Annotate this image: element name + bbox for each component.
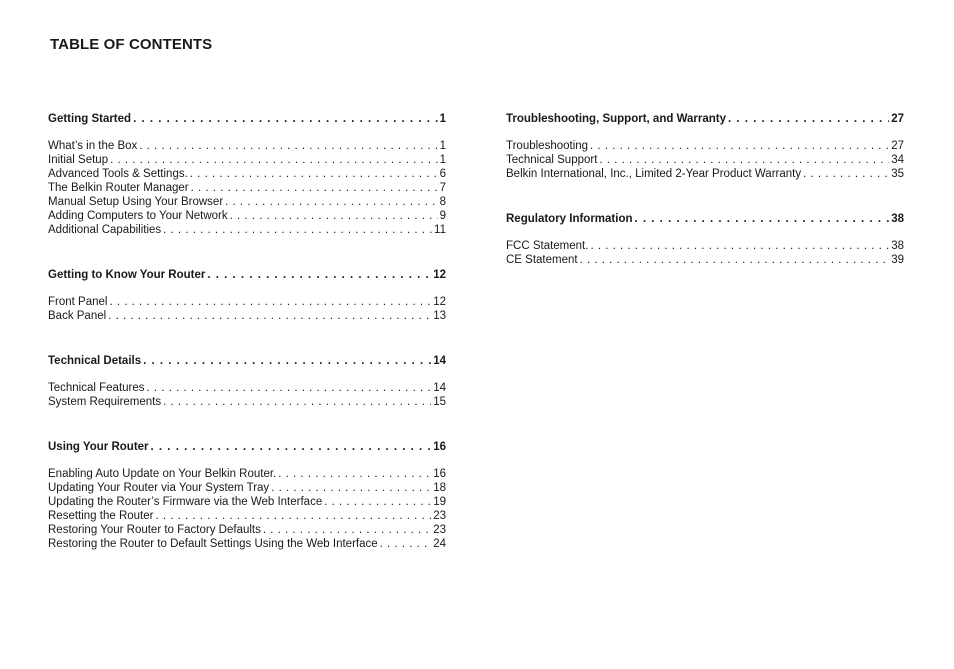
dot-leader	[324, 495, 431, 509]
toc-entry[interactable]	[48, 537, 446, 551]
toc-entry[interactable]	[506, 239, 904, 253]
toc-entry[interactable]	[506, 167, 904, 181]
dot-leader	[590, 239, 889, 253]
dot-leader	[190, 167, 438, 181]
toc-heading[interactable]	[506, 112, 904, 126]
toc-entry-page: 11	[434, 224, 446, 236]
toc-entry-label: Updating the Router’s Firmware via the Web Interface	[48, 496, 323, 508]
toc-heading-label: Technical Details	[48, 355, 142, 367]
toc-entry-label: Advanced Tools & Settings.	[48, 168, 188, 180]
dot-leader	[225, 195, 437, 209]
toc-entry-page: 1	[439, 140, 446, 152]
toc-entry[interactable]	[48, 167, 446, 181]
toc-entry-page: 18	[433, 482, 446, 494]
toc-entry[interactable]	[48, 181, 446, 195]
toc-entry-page: 34	[891, 154, 904, 166]
toc-entry-page: 14	[433, 382, 446, 394]
toc-heading-label: Troubleshooting, Support, and Warranty	[506, 113, 726, 125]
toc-entry-page: 23	[433, 510, 446, 522]
dot-leader	[635, 212, 890, 226]
toc-entry[interactable]	[48, 523, 446, 537]
toc-entry-page: 24	[433, 538, 446, 550]
toc-entry[interactable]	[48, 495, 446, 509]
toc-entry-label: Technical Features	[48, 382, 145, 394]
toc-entry-label: Technical Support	[506, 154, 598, 166]
toc-right-column	[506, 112, 904, 298]
toc-entry-label: Resetting the Router	[48, 510, 154, 522]
dot-leader	[278, 467, 431, 481]
toc-heading-page: 16	[433, 441, 446, 453]
toc-entry-label: Manual Setup Using Your Browser	[48, 196, 224, 208]
dot-leader	[143, 354, 431, 368]
dot-leader	[163, 223, 432, 237]
toc-entry[interactable]	[48, 195, 446, 209]
toc-entry-page: 9	[439, 210, 446, 222]
dot-leader	[599, 153, 889, 167]
toc-heading[interactable]	[48, 112, 446, 126]
toc-entry-label: The Belkin Router Manager	[48, 182, 189, 194]
toc-entry-page: 13	[433, 310, 446, 322]
toc-entry-label: FCC Statement.	[506, 240, 589, 252]
dot-leader	[380, 537, 432, 551]
toc-entry[interactable]	[506, 139, 904, 153]
toc-entry-page: 15	[433, 396, 446, 408]
toc-entry-page: 39	[891, 254, 904, 266]
dot-leader	[108, 309, 431, 323]
toc-entry-label: Updating Your Router via Your System Tray	[48, 482, 270, 494]
toc-entry[interactable]	[48, 295, 446, 309]
toc-heading[interactable]	[48, 354, 446, 368]
toc-entry-label: Back Panel	[48, 310, 107, 322]
toc-entry-page: 23	[433, 524, 446, 536]
dot-leader	[728, 112, 889, 126]
dot-leader	[151, 440, 432, 454]
toc-entry[interactable]	[48, 139, 446, 153]
dot-leader	[110, 153, 437, 167]
toc-entry-label: Adding Computers to Your Network	[48, 210, 228, 222]
toc-heading[interactable]	[506, 212, 904, 226]
toc-entry-page: 6	[439, 168, 446, 180]
toc-section-technical-details	[48, 354, 446, 409]
toc-section-regulatory	[506, 212, 904, 267]
toc-heading[interactable]	[48, 440, 446, 454]
toc-heading-page: 1	[439, 113, 446, 125]
toc-entry-label: CE Statement	[506, 254, 578, 266]
dot-leader	[271, 481, 431, 495]
toc-entry-label: System Requirements	[48, 396, 162, 408]
toc-heading-label: Regulatory Information	[506, 213, 633, 225]
toc-heading-page: 27	[891, 113, 904, 125]
toc-entry-page: 38	[891, 240, 904, 252]
toc-section-getting-to-know	[48, 268, 446, 323]
toc-heading-label: Getting Started	[48, 113, 132, 125]
dot-leader	[155, 509, 431, 523]
toc-left-column	[48, 112, 446, 582]
toc-entry[interactable]	[48, 481, 446, 495]
dot-leader	[803, 167, 889, 181]
toc-heading-page: 14	[433, 355, 446, 367]
toc-entry[interactable]	[506, 153, 904, 167]
toc-entry[interactable]	[48, 381, 446, 395]
toc-heading-label: Getting to Know Your Router	[48, 269, 206, 281]
toc-entry-page: 7	[439, 182, 446, 194]
page-title: TABLE OF CONTENTS	[50, 36, 213, 53]
dot-leader	[207, 268, 431, 282]
dot-leader	[109, 295, 431, 309]
toc-entry[interactable]	[506, 253, 904, 267]
dot-leader	[163, 395, 431, 409]
dot-leader	[230, 209, 438, 223]
toc-section-getting-started	[48, 112, 446, 237]
toc-entry-page: 12	[433, 296, 446, 308]
toc-entry-page: 1	[439, 154, 446, 166]
toc-entry-page: 27	[891, 140, 904, 152]
dot-leader	[133, 112, 438, 126]
toc-entry-page: 19	[433, 496, 446, 508]
toc-entry[interactable]	[48, 209, 446, 223]
toc-entry[interactable]	[48, 395, 446, 409]
dot-leader	[263, 523, 431, 537]
toc-entry[interactable]	[48, 153, 446, 167]
toc-entry-label: Initial Setup	[48, 154, 109, 166]
toc-entry-label: Restoring the Router to Default Settings Using the Web Interface	[48, 538, 378, 550]
toc-heading-label: Using Your Router	[48, 441, 149, 453]
toc-entry-page: 16	[433, 468, 446, 480]
toc-entry-page: 8	[439, 196, 446, 208]
toc-entry-page: 35	[891, 168, 904, 180]
dot-leader	[590, 139, 889, 153]
dot-leader	[580, 253, 890, 267]
toc-entry[interactable]	[48, 467, 446, 481]
dot-leader	[139, 139, 437, 153]
toc-entry-label: Troubleshooting	[506, 140, 589, 152]
toc-heading-page: 38	[891, 213, 904, 225]
toc-heading[interactable]	[48, 268, 446, 282]
toc-entry-label: What’s in the Box	[48, 140, 138, 152]
toc-entry-label: Enabling Auto Update on Your Belkin Router.	[48, 468, 277, 480]
toc-entry[interactable]	[48, 223, 446, 237]
toc-section-using-your-router	[48, 440, 446, 551]
dot-leader	[191, 181, 438, 195]
toc-entry[interactable]	[48, 309, 446, 323]
toc-entry-label: Restoring Your Router to Factory Defaults	[48, 524, 261, 536]
toc-section-troubleshooting	[506, 112, 904, 181]
toc-entry[interactable]	[48, 509, 446, 523]
toc-entry-label: Additional Capabilities	[48, 224, 162, 236]
toc-entry-label: Front Panel	[48, 296, 108, 308]
dot-leader	[147, 381, 432, 395]
toc-entry-label: Belkin International, Inc., Limited 2-Year Product Warranty	[506, 168, 802, 180]
toc-heading-page: 12	[433, 269, 446, 281]
